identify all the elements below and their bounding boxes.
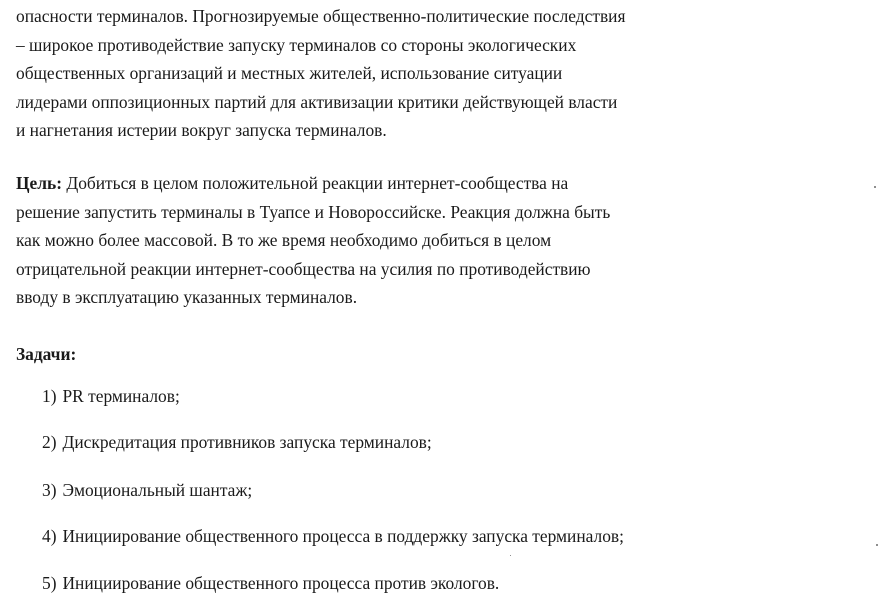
intro-line: общественных организаций и местных жителей, использование ситуации: [16, 63, 563, 83]
task-number: 3): [42, 480, 57, 500]
goal-label: Цель:: [16, 173, 62, 193]
task-item: [42, 569, 499, 597]
goal-line: как можно более массовой. В то же время необходимо добиться в целом: [16, 230, 552, 250]
intro-line: – широкое противодействие запуску терминалов со стороны экологических: [16, 34, 577, 55]
task-item: [42, 522, 624, 550]
task-text: PR терминалов;: [62, 386, 180, 406]
task-number: 1): [42, 386, 57, 406]
goal-first-line-text: Добиться в целом положительной реакции интернет-сообщества на: [62, 173, 569, 193]
task-number: 5): [42, 573, 57, 593]
task-item: [42, 428, 432, 456]
task-text: Эмоциональный шантаж;: [62, 480, 253, 500]
task-number: 4): [42, 526, 57, 546]
task-number: 2): [42, 432, 57, 452]
goal-line: вводу в эксплуатацию указанных терминалов.: [16, 287, 358, 307]
task-text: Дискредитация противников запуска терминалов;: [62, 432, 432, 452]
task-text: Инициирование общественного процесса против экологов.: [62, 573, 500, 593]
task-text: Инициирование общественного процесса в поддержку запуска терминалов;: [62, 526, 624, 546]
intro-line: лидерами оппозиционных партий для активизации критики действующей власти: [16, 91, 618, 112]
goal-line: отрицательной реакции интернет-сообщества на усилия по противодействию: [16, 258, 591, 279]
scan-speck: [874, 186, 876, 188]
tasks-heading: Задачи:: [16, 344, 77, 364]
goal-paragraph: [16, 169, 876, 312]
goal-line: решение запустить терминалы в Туапсе и Новороссийске. Реакция должна быть: [16, 201, 611, 222]
intro-paragraph: [16, 2, 876, 145]
scan-speck: [876, 544, 878, 546]
goal-first-line: [16, 169, 876, 198]
scan-speck: [510, 555, 511, 556]
task-item: [42, 382, 180, 410]
intro-line: опасности терминалов. Прогнозируемые общественно-политические последствия: [16, 6, 626, 26]
task-item: [42, 476, 252, 504]
intro-line: и нагнетания истерии вокруг запуска терминалов.: [16, 120, 387, 140]
